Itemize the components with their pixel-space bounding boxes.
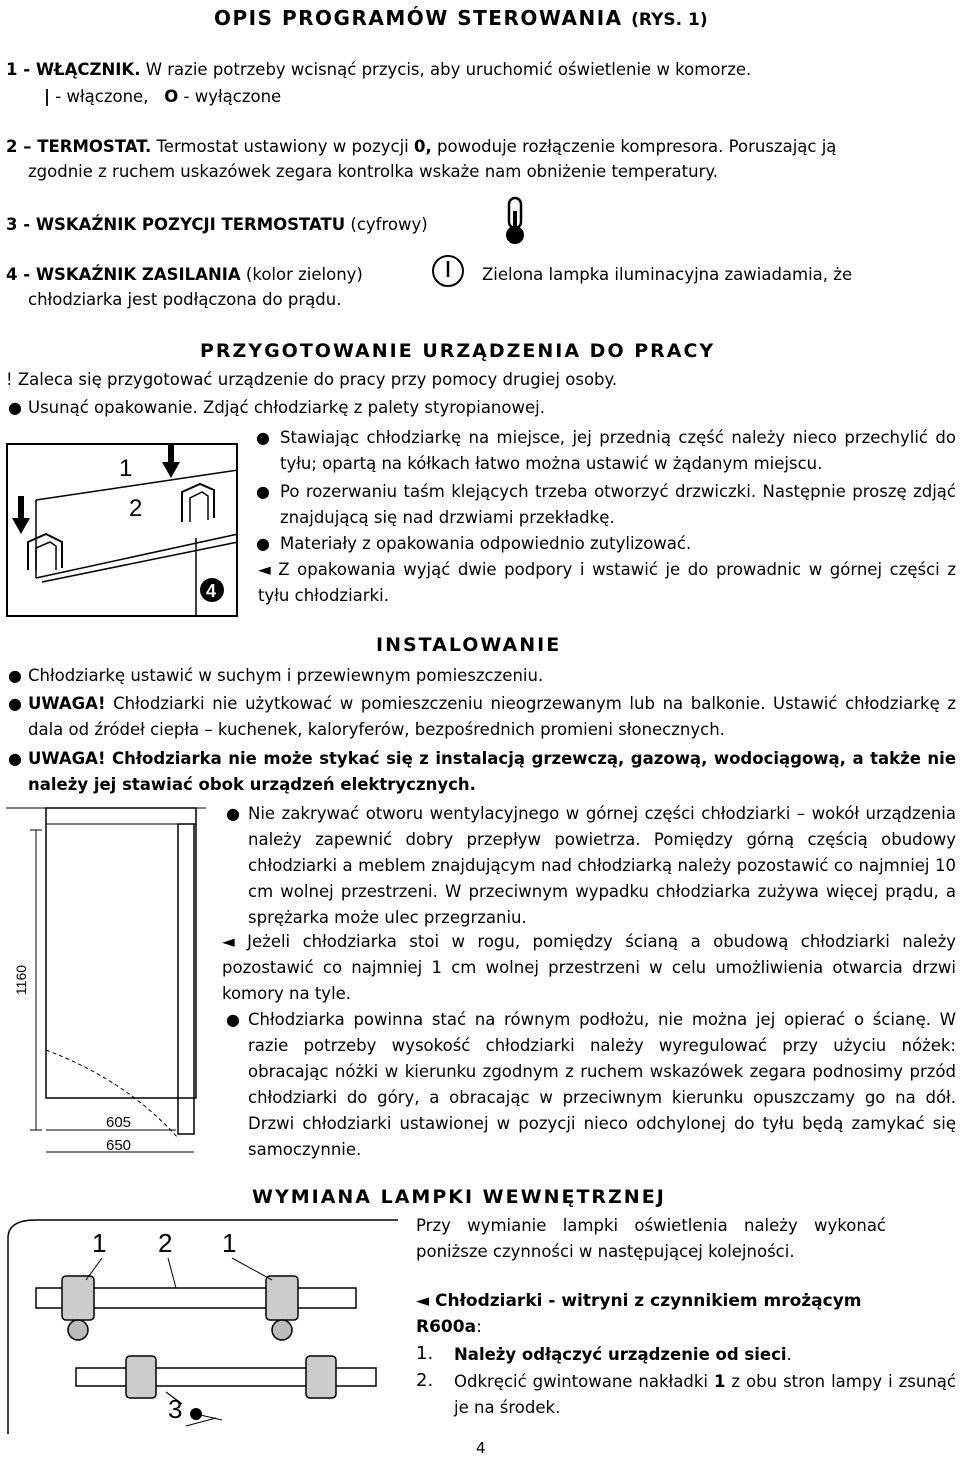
lamp-step-1-number: 1.: [416, 1343, 434, 1364]
power-icon: [430, 253, 466, 289]
lamp-replacement-figure: [6, 1218, 398, 1436]
section-heading-prep: PRZYGOTOWANIE URZĄDZENIA DO PRACY: [200, 340, 716, 362]
prep-note: ! Zaleca się przygotować urządzenie do pracy przy pomocy drugiej osoby.: [6, 370, 618, 389]
support-installation-figure: [6, 430, 242, 620]
fig-label-2: 2: [129, 495, 143, 522]
power-indicator-desc-line2: chłodziarka jest podłączona do prądu.: [28, 290, 342, 309]
lamp-subheading: ◄ Chłodziarki - witryni z czynnikiem mrożącym R600a:: [416, 1291, 862, 1337]
bullet-dot: ●: [8, 398, 22, 417]
thermometer-icon: [500, 195, 530, 247]
item-thermostat-line2: zgodnie z ruchem uskazówek zegara kontrolka wskaże nam obniżenie temperatury.: [28, 162, 719, 181]
lamp-step-1: Należy odłączyć urządzenie od sieci.: [454, 1345, 792, 1364]
prep-bullet-2: Stawiając chłodziarkę na miejsce, jej przednią część należy nieco przechylić do tyłu; opartą na kółkach łatwo można ustawić w żądanym miejscu.: [280, 428, 956, 473]
lamp-intro: Przy wymianie lampki oświetlenia należy wykonać poniższe czynności w następującej kolejności.: [416, 1216, 886, 1261]
install-bullet-4: Nie zakrywać otworu wentylacyjnego w górnej części chłodziarki – wokół urządzenia należy zapewnić dobry przepływ powietrza. Pomiędzy górną częścią obudowy chłodziarki a meblem znajdującym nad chłodziarką należy pozostawić co najmniej 10 cm wolnej przestrzeni. W przeciwnym wypadku chłodziarka zużywa więcej prądu, a sprężarka może ulec przegrzaniu.: [248, 804, 956, 927]
bullet-dot: ●: [8, 694, 22, 713]
install-arrow-item: ◄ Jeżeli chłodziarka stoi w rogu, pomiędzy ścianą a obudową chłodziarki należy pozostawić co najmniej 1 cm wolnej przestrzeni w celu umożliwienia otwarcia drzwi komory na tyle.: [222, 932, 956, 1003]
item-thermostat: 2 – TERMOSTAT. Termostat ustawiony w pozycji 0, powoduje rozłączenie kompresora. Poruszając ją: [6, 137, 837, 156]
install-bullet-1: Chłodziarkę ustawić w suchym i przewiewnym pomieszczeniu.: [28, 666, 544, 685]
arrow-left-icon: ◄: [258, 560, 271, 579]
power-indicator-desc: Zielona lampka iluminacyjna zawiadamia, że: [482, 265, 853, 284]
prep-bullet-1: Usunąć opakowanie. Zdjąć chłodziarkę z palety styropianowej.: [28, 398, 545, 417]
page-title: OPIS PROGRAMÓW STEROWANIA (RYS. 1): [214, 6, 708, 30]
install-bullet-2: UWAGA! Chłodziarki nie użytkować w pomieszczeniu nieogrzewanym lub na balkonie. Ustawić chłodziarkę z dala od źródeł ciepła – kuchenek, kaloryferów, bezpośrednich promieni słonecznych.: [28, 694, 957, 739]
install-bullet-6: Chłodziarka powinna stać na równym podłożu, nie można jej opierać o ścianę. W razie potrzeby wysokość chłodziarki należy wyregulować przy użyciu nóżek: obracając nóżki w kierunku zgodnym z ruchem wskazówek zegara podnosimy przód chłodziarki do góry, a obracając w przeciwnym kierunku opuszczamy go na dół. Drzwi chłodziarki ustawionej w pozycji nieco odchylonej do tyłu będą zamykać się samoczynnie.: [248, 1010, 956, 1159]
bullet-dot: ●: [8, 666, 22, 685]
item-switch: 1 - WŁĄCZNIK. W razie potrzeby wcisnąć przycis, aby uruchomić oświetlenie w komorze.: [6, 60, 752, 79]
clearance-dimensions-figure: [6, 800, 206, 1170]
dim-depth-650: 650: [106, 1137, 132, 1154]
arrow-left-icon: ◄: [222, 932, 235, 951]
lamp-step-2: Odkręcić gwintowane nakładki 1 z obu stron lampy i zsunąć je na środek.: [454, 1372, 956, 1417]
bullet-dot: ●: [226, 1010, 240, 1029]
arrow-left-icon: ◄: [416, 1291, 430, 1311]
dim-depth-605: 605: [106, 1114, 132, 1131]
bullet-dot: ●: [8, 749, 22, 768]
prep-bullet-4: Materiały z opakowania odpowiednio zutylizować.: [280, 534, 692, 553]
section-heading-install: INSTALOWANIE: [376, 634, 562, 656]
fig-label-1: 1: [119, 455, 133, 482]
dim-height: 1160: [13, 964, 29, 996]
fig-label-4: 4: [206, 581, 217, 601]
bullet-dot: ●: [256, 534, 270, 553]
fig-label-2: 2: [158, 1228, 173, 1258]
bullet-dot: ●: [256, 428, 270, 447]
prep-bullet-3: Po rozerwaniu taśm klejących trzeba otworzyć drzwiczki. Następnie proszę zdjąć znajdującą się nad drzwiami przekładkę.: [280, 482, 956, 527]
bullet-dot: ●: [226, 804, 240, 823]
prep-arrow-item: ◄ Z opakowania wyjąć dwie podpory i wstawić je do prowadnic w górnej części z tyłu chłodziarki.: [258, 560, 956, 605]
fig-label-1b: 1: [222, 1228, 237, 1258]
bullet-dot: ●: [256, 482, 270, 501]
item-thermostat-indicator: 3 - WSKAŹNIK POZYCJI TERMOSTATU (cyfrowy): [6, 215, 428, 234]
fig-label-3: 3: [168, 1394, 183, 1424]
lamp-step-2-number: 2.: [416, 1370, 434, 1391]
section-heading-lamp: WYMIANA LAMPKI WEWNĘTRZNEJ: [252, 1186, 666, 1208]
page-number: 4: [476, 1439, 486, 1457]
item-power-indicator: 4 - WSKAŹNIK ZASILANIA (kolor zielony): [6, 265, 363, 284]
switch-states: | - włączone, O - wyłączone: [44, 87, 282, 106]
install-bullet-3: UWAGA! Chłodziarka nie może stykać się z instalacją grzewczą, gazową, wodociągową, a także nie należy jej stawiać obok urządzeń elektrycznych.: [28, 749, 957, 794]
fig-label-1a: 1: [92, 1228, 107, 1258]
